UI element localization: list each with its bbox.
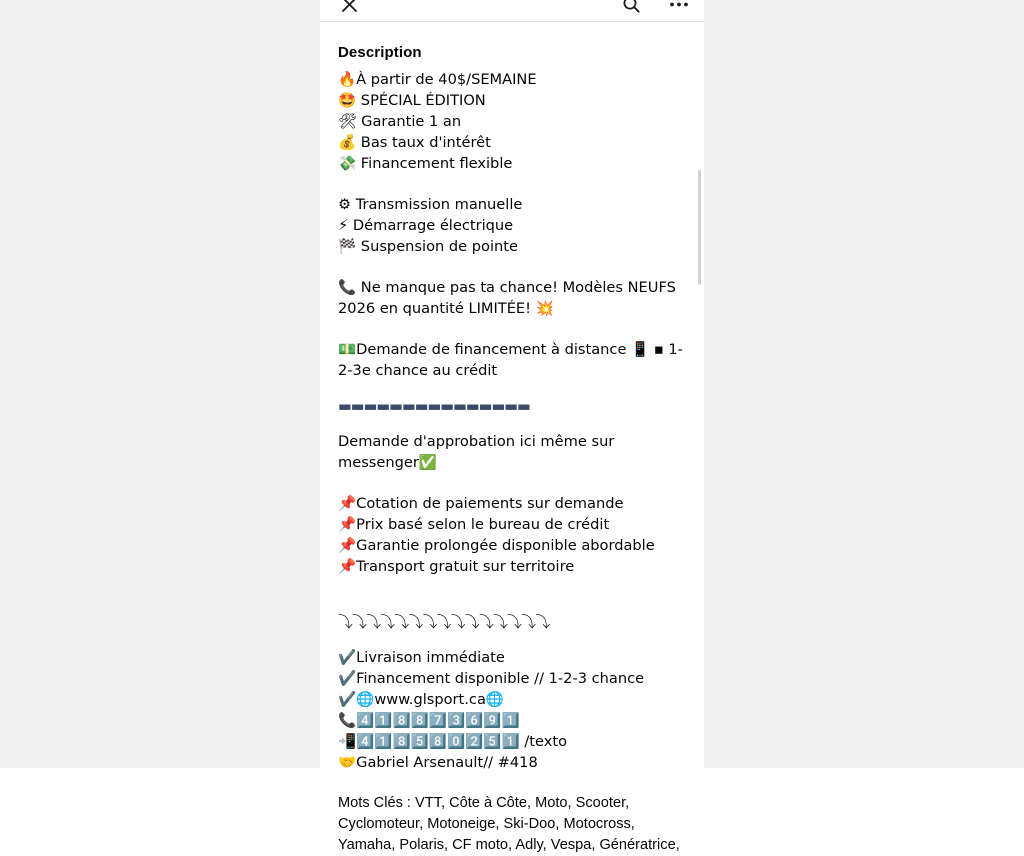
limited-stock-paragraph: 📞 Ne manque pas ta chance! Modèles NEUFS 2026 en quantité LIMITÉE! 💥 xyxy=(338,279,681,317)
feature-line: 🛠 Garantie 1 an xyxy=(338,113,462,130)
contact-line: ✔️Livraison immédiate xyxy=(338,649,505,667)
top-bar xyxy=(320,0,704,22)
feature-line: 📌Prix basé selon le bureau de crédit xyxy=(338,516,610,534)
text-number-line[interactable]: 📲4️⃣1️⃣8️⃣5️⃣8️⃣0️⃣2️⃣5️⃣1️⃣ /texto xyxy=(338,733,567,751)
features-block-2 xyxy=(338,194,686,257)
spacer xyxy=(338,473,686,493)
feature-line: 🏁 Suspension de pointe xyxy=(338,238,518,255)
feature-line: 🔥À partir de 40$/SEMAINE xyxy=(338,71,537,88)
background-right xyxy=(704,0,1024,768)
feature-line: 📌Garantie prolongée disponible abordable xyxy=(338,537,655,555)
search-icon[interactable] xyxy=(620,0,642,16)
messenger-approval-paragraph: Demande d'approbation ici même sur messenger✅ xyxy=(338,433,619,472)
keywords-paragraph: Mots Clés : VTT, Côte à Côte, Moto, Scooter, Cyclomoteur, Motoneige, Ski-Doo, Motocross, Yamaha, Polaris, CF moto, Adly, Vespa, Génératrice, xyxy=(338,795,680,854)
website-line[interactable]: ✔️🌐www.glsport.ca🌐 xyxy=(338,691,505,709)
feature-line: 🤩 SPÉCIAL ÉDITION xyxy=(338,92,486,109)
close-icon[interactable] xyxy=(338,0,360,16)
salesperson-line: 🤝Gabriel Arsenault// #418 xyxy=(338,754,538,772)
feature-line: ⚡ Démarrage électrique xyxy=(338,217,514,234)
top-bar-left xyxy=(338,0,360,22)
description-heading: Description xyxy=(338,44,422,61)
divider-line: ▬▬▬▬▬▬▬▬▬▬▬▬▬▬▬ xyxy=(338,397,530,415)
contact-block xyxy=(338,647,686,773)
phone-number-line[interactable]: 📞4️⃣1️⃣8️⃣8️⃣7️⃣3️⃣6️⃣9️⃣1️⃣ xyxy=(338,712,520,730)
feature-line: ⚙ Transmission manuelle xyxy=(338,196,523,213)
remote-financing-paragraph: 💵Demande de financement à distance 📱 ▪ 1-2-3e chance au crédit xyxy=(338,341,683,379)
more-options-icon[interactable] xyxy=(668,0,690,16)
feature-line: 💰 Bas taux d'intérêt xyxy=(338,134,491,151)
spacer xyxy=(338,257,686,277)
arrow-divider: ⤵⤵⤵⤵⤵⤵⤵⤵⤵⤵⤵⤵⤵⤵⤵ xyxy=(338,613,550,631)
spacer xyxy=(338,773,686,793)
spacer xyxy=(338,577,686,597)
features-block-3 xyxy=(338,493,686,577)
feature-line: 📌Transport gratuit sur territoire xyxy=(338,558,575,576)
feature-line: 💸 Financement flexible xyxy=(338,155,513,172)
top-bar-right xyxy=(620,0,690,22)
phone-viewport xyxy=(320,0,704,854)
spacer xyxy=(338,174,686,194)
contact-line: ✔️Financement disponible // 1-2-3 chance xyxy=(338,670,645,688)
background-left xyxy=(0,0,320,768)
spacer xyxy=(338,319,686,339)
features-block-1 xyxy=(338,69,686,174)
description-content xyxy=(320,22,704,856)
feature-line: 📌Cotation de paiements sur demande xyxy=(338,495,624,513)
